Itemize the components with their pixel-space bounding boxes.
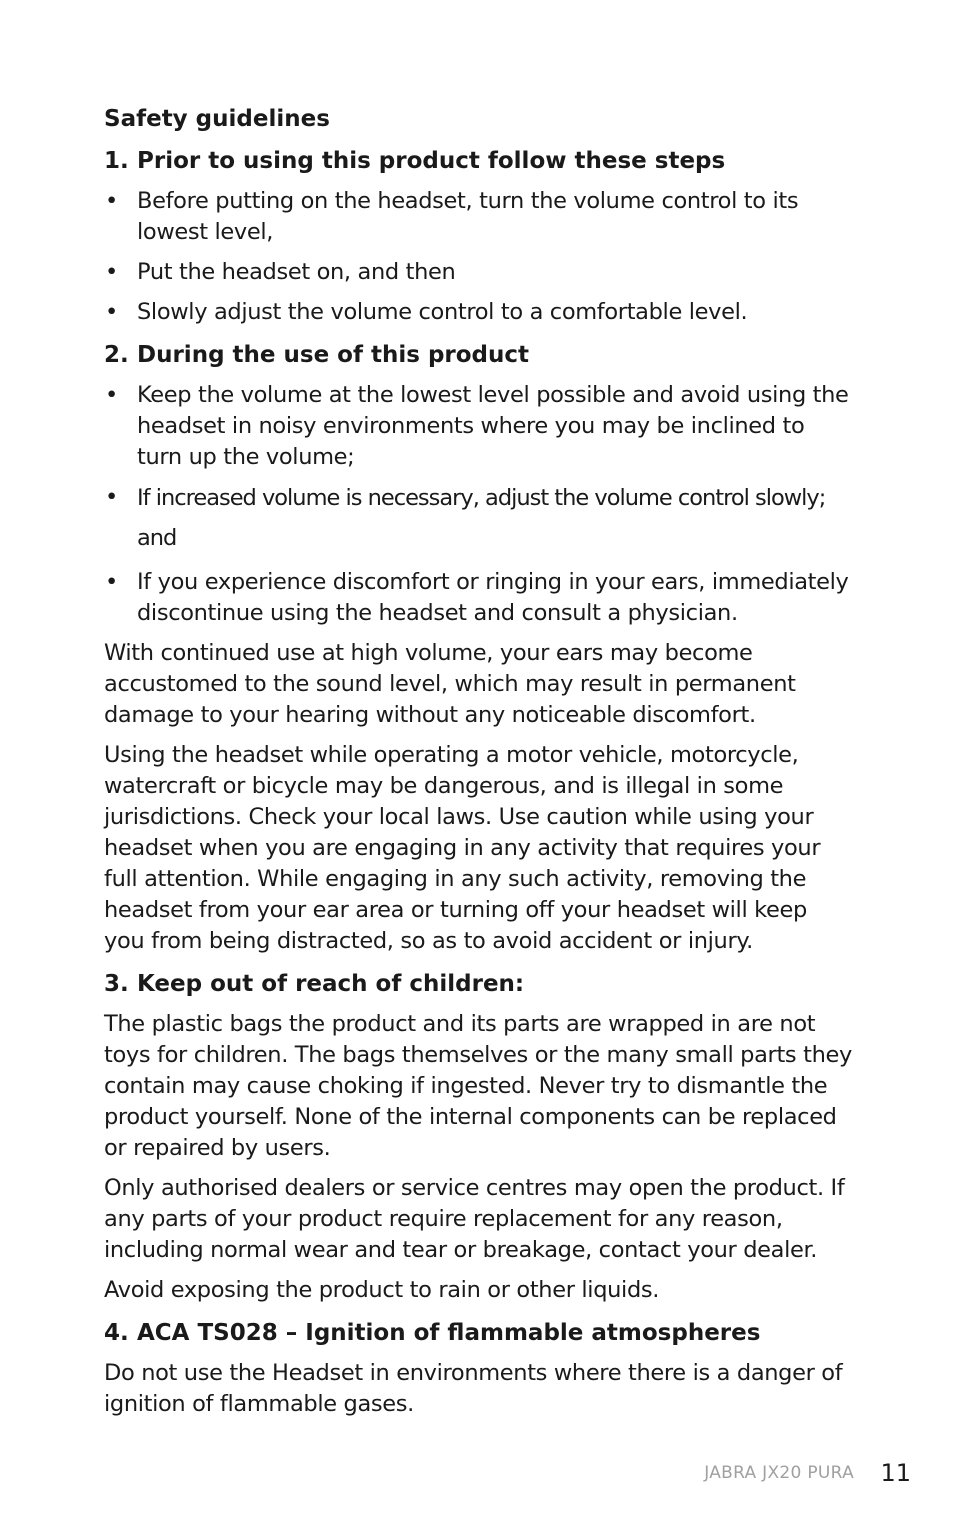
list-item-text: Keep the volume at the lowest level possible and avoid using the headset in noisy environments where you may be inclined to turn up the volume; <box>137 382 849 470</box>
section-1-heading <box>104 146 854 177</box>
bullet-icon: • <box>105 299 119 325</box>
body-paragraph: With continued use at high volume, your ears may become accustomed to the sound level, which may result in permanent damage to your hearing without any noticeable discomfort. <box>104 640 796 728</box>
list-item-text: Before putting on the headset, turn the volume control to its lowest level, <box>137 188 799 245</box>
body-paragraph: The plastic bags the product and its parts are wrapped in are not toys for children. The bags themselves or the many small parts they contain may cause choking if ingested. Never try to dismantle the product yourself. None of the internal components can be replaced or repaired by users. <box>104 1011 852 1161</box>
section-title: Prior to using this product follow these steps <box>137 148 726 174</box>
footer-brand: JABRA JX20 PURA <box>704 1463 854 1483</box>
section-number: 1. <box>104 148 129 174</box>
list-item-text: If you experience discomfort or ringing in your ears, immediately discontinue using the headset and consult a physician. <box>137 569 849 626</box>
body-paragraph: Only authorised dealers or service centres may open the product. If any parts of your product require replacement for any reason, including normal wear and tear or breakage, contact your dealer. <box>104 1175 845 1263</box>
section-title: During the use of this product <box>137 342 530 368</box>
bullet-icon: • <box>105 382 119 408</box>
list-item <box>104 186 854 248</box>
section-number: 4. <box>104 1320 129 1346</box>
body-paragraph: Avoid exposing the product to rain or other liquids. <box>104 1277 660 1303</box>
list-item <box>104 482 854 558</box>
list-item <box>104 257 854 288</box>
bullet-icon: • <box>105 188 119 214</box>
bullet-icon: • <box>105 259 119 285</box>
section-2-heading <box>104 340 854 371</box>
section-number: 2. <box>104 342 129 368</box>
bullet-icon: • <box>105 569 119 595</box>
page-number: 11 <box>880 1459 911 1487</box>
section-4-heading <box>104 1318 854 1349</box>
section-3-heading <box>104 969 854 1000</box>
list-item <box>104 380 854 473</box>
list-item-text: Put the headset on, and then <box>137 259 456 285</box>
section-title: Keep out of reach of children: <box>137 971 525 997</box>
section-number: 3. <box>104 971 129 997</box>
bullet-icon: • <box>105 484 119 510</box>
list-item <box>104 297 854 328</box>
section-title: ACA TS028 – Ignition of flammable atmospheres <box>137 1320 761 1346</box>
list-item-text: Slowly adjust the volume control to a comfortable level. <box>137 299 748 325</box>
list-item-text: If increased volume is necessary, adjust the volume control slowly; and <box>137 485 826 551</box>
document-title: Safety guidelines <box>104 106 330 132</box>
list-item <box>104 567 854 629</box>
body-paragraph: Do not use the Headset in environments where there is a danger of ignition of flammable gases. <box>104 1360 843 1417</box>
body-paragraph: Using the headset while operating a motor vehicle, motorcycle, watercraft or bicycle may be dangerous, and is illegal in some jurisdictions. Check your local laws. Use caution while using your headset when you are engaging in any activity that requires your full attention. While engaging in any such activity, removing the headset from your ear area or turning off your headset will keep you from being distracted, so as to avoid accident or injury. <box>104 742 821 954</box>
document-page <box>104 104 854 1429</box>
